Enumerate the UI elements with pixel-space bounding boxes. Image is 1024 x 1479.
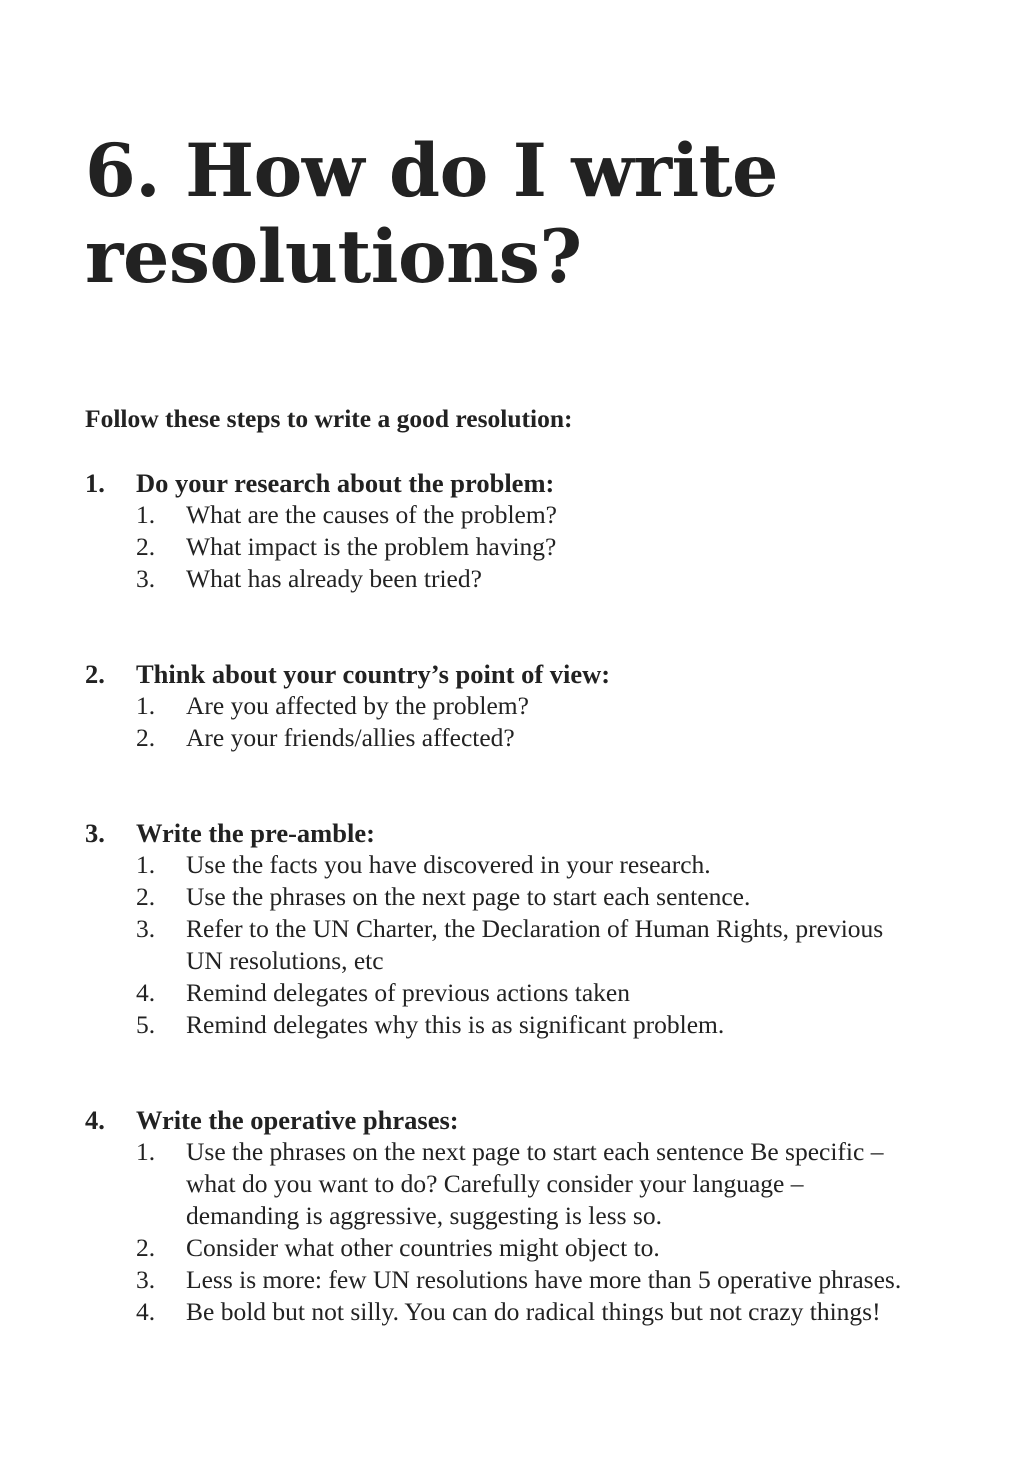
sub-item-number: 2. [136, 882, 156, 911]
sub-item-text: Be bold but not silly. You can do radical things but not crazy things! [186, 1297, 881, 1326]
sub-item-number: 4. [136, 978, 156, 1007]
step-number: 1. [85, 468, 105, 498]
sub-item [85, 849, 945, 881]
step-heading-text: Write the pre-amble: [136, 818, 375, 848]
sub-item [85, 690, 945, 722]
step-operative-phrases [85, 1104, 945, 1328]
sub-item-text: Are your friends/allies affected? [186, 723, 515, 752]
sub-item-text: Use the facts you have discovered in your research. [186, 850, 711, 879]
sub-item-number: 1. [136, 691, 156, 720]
step-preamble [85, 817, 945, 1041]
sub-item-text: What are the causes of the problem? [186, 500, 557, 529]
step-heading [85, 658, 945, 690]
page-title: 6. How do I write resolutions? [85, 128, 778, 300]
sub-item-number: 2. [136, 723, 156, 752]
sub-item [85, 881, 945, 913]
step-number: 4. [85, 1105, 105, 1135]
sub-item [85, 1232, 945, 1264]
sub-item-text: Use the phrases on the next page to start each sentence Be specific – what do you want to do? Carefully consider your language – demanding is aggressive, suggesting is less so. [186, 1137, 884, 1230]
sub-item-number: 2. [136, 1233, 156, 1262]
step-number: 3. [85, 818, 105, 848]
sub-item [85, 1296, 945, 1328]
step-heading [85, 817, 945, 849]
sub-item-number: 4. [136, 1297, 156, 1326]
step-research [85, 467, 945, 595]
sub-item [85, 531, 945, 563]
sub-item-text: Use the phrases on the next page to start each sentence. [186, 882, 751, 911]
sub-item-text: Remind delegates of previous actions taken [186, 978, 630, 1007]
sub-item-number: 3. [136, 914, 156, 943]
sub-item [85, 913, 945, 977]
document-page [85, 0, 945, 1328]
step-heading-text: Think about your country’s point of view: [136, 659, 611, 689]
sub-item [85, 1009, 945, 1041]
step-heading-text: Do your research about the problem: [136, 468, 555, 498]
sub-item [85, 1136, 945, 1232]
step-number: 2. [85, 659, 105, 689]
sub-item-text: What impact is the problem having? [186, 532, 557, 561]
sub-item-number: 2. [136, 532, 156, 561]
sub-item-number: 1. [136, 1137, 156, 1166]
step-heading [85, 467, 945, 499]
intro-text: Follow these steps to write a good resolution: [85, 404, 573, 433]
step-heading [85, 1104, 945, 1136]
sub-item-number: 5. [136, 1010, 156, 1039]
sub-item [85, 977, 945, 1009]
sub-item-text: Remind delegates why this is as significant problem. [186, 1010, 725, 1039]
sub-item [85, 563, 945, 595]
sub-item-text: Are you affected by the problem? [186, 691, 529, 720]
sub-item-text: Refer to the UN Charter, the Declaration of Human Rights, previous UN resolutions, etc [186, 914, 884, 975]
sub-item [85, 499, 945, 531]
sub-item-number: 3. [136, 564, 156, 593]
sub-item [85, 1264, 945, 1296]
step-heading-text: Write the operative phrases: [136, 1105, 459, 1135]
step-point-of-view [85, 658, 945, 754]
sub-item-text: What has already been tried? [186, 564, 482, 593]
sub-item-number: 1. [136, 500, 156, 529]
sub-item [85, 722, 945, 754]
sub-item-text: Consider what other countries might object to. [186, 1233, 660, 1262]
sub-item-number: 3. [136, 1265, 156, 1294]
sub-item-number: 1. [136, 850, 156, 879]
steps-list [85, 467, 945, 1328]
sub-item-text: Less is more: few UN resolutions have more than 5 operative phrases. [186, 1265, 902, 1294]
